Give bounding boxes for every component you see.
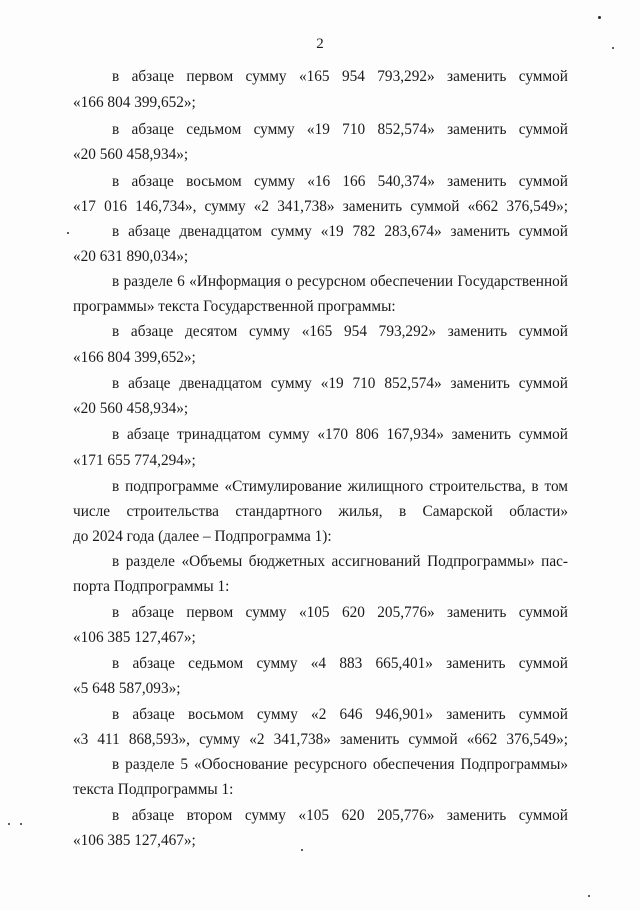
text-line: «166 804 399,652»; [73,94,196,111]
scan-speck [612,47,614,49]
text-line: в абзаце первом сумму «165 954 793,292» заменить суммой [112,68,568,85]
text-line: программы» текста Государственной программы: [73,298,396,315]
text-line: в абзаце седьмом сумму «4 883 665,401» заменить суммой [112,655,568,672]
text-line: числе строительства стандартного жилья, в Самарской области» [73,503,568,520]
text-line: «17 016 146,734», сумму «2 341,738» заменить суммой «662 376,549»; [73,198,568,215]
scan-speck [8,823,10,825]
text-line: до 2024 года (далее – Подпрограмма 1): [73,528,332,545]
text-line: в разделе 5 «Обоснование ресурсного обеспечения Подпрограммы» [112,756,568,773]
text-line: в абзаце первом сумму «105 620 205,776» заменить суммой [112,604,568,621]
page-number: 2 [316,36,324,52]
text-line: «3 411 868,593», сумму «2 341,738» заменить суммой «662 376,549»; [73,731,568,748]
text-line: «166 804 399,652»; [73,349,196,366]
text-line: в абзаце двенадцатом сумму «19 782 283,674» заменить суммой [112,223,568,240]
scan-speck [67,232,69,234]
text-line: в абзаце десятом сумму «165 954 793,292» заменить суммой [112,323,568,340]
text-line: в разделе 6 «Информация о ресурсном обеспечении Государственной [112,273,568,290]
text-line: «106 385 127,467»; [73,629,196,646]
text-line: «20 560 458,934»; [73,400,189,417]
text-line: в абзаце седьмом сумму «19 710 852,574» заменить суммой [112,121,568,138]
scan-speck [588,895,590,897]
text-line: в абзаце восьмом сумму «2 646 946,901» заменить суммой [112,706,568,723]
text-line: «171 655 774,294»; [73,452,196,469]
text-line: «20 560 458,934»; [73,146,189,163]
text-line: в абзаце двенадцатом сумму «19 710 852,574» заменить суммой [112,375,568,392]
text-line: порта Подпрограммы 1: [73,578,230,595]
text-line: «20 631 890,034»; [73,248,189,265]
text-line: в абзаце втором сумму «105 620 205,776» заменить суммой [112,807,568,824]
text-line: «106 385 127,467»; [73,832,196,849]
text-line: «5 648 587,093»; [73,680,181,697]
scan-speck [20,823,22,825]
text-line: в разделе «Объемы бюджетных ассигнований Подпрограммы» пас- [112,553,568,570]
text-line: в абзаце тринадцатом сумму «170 806 167,934» заменить суммой [112,426,568,443]
scan-speck [598,16,601,19]
text-line: в абзаце восьмом сумму «16 166 540,374» заменить суммой [112,173,568,190]
scan-speck [301,849,303,851]
text-line: текста Подпрограммы 1: [73,781,234,798]
text-line: в подпрограмме «Стимулирование жилищного строительства, в том [112,478,568,495]
